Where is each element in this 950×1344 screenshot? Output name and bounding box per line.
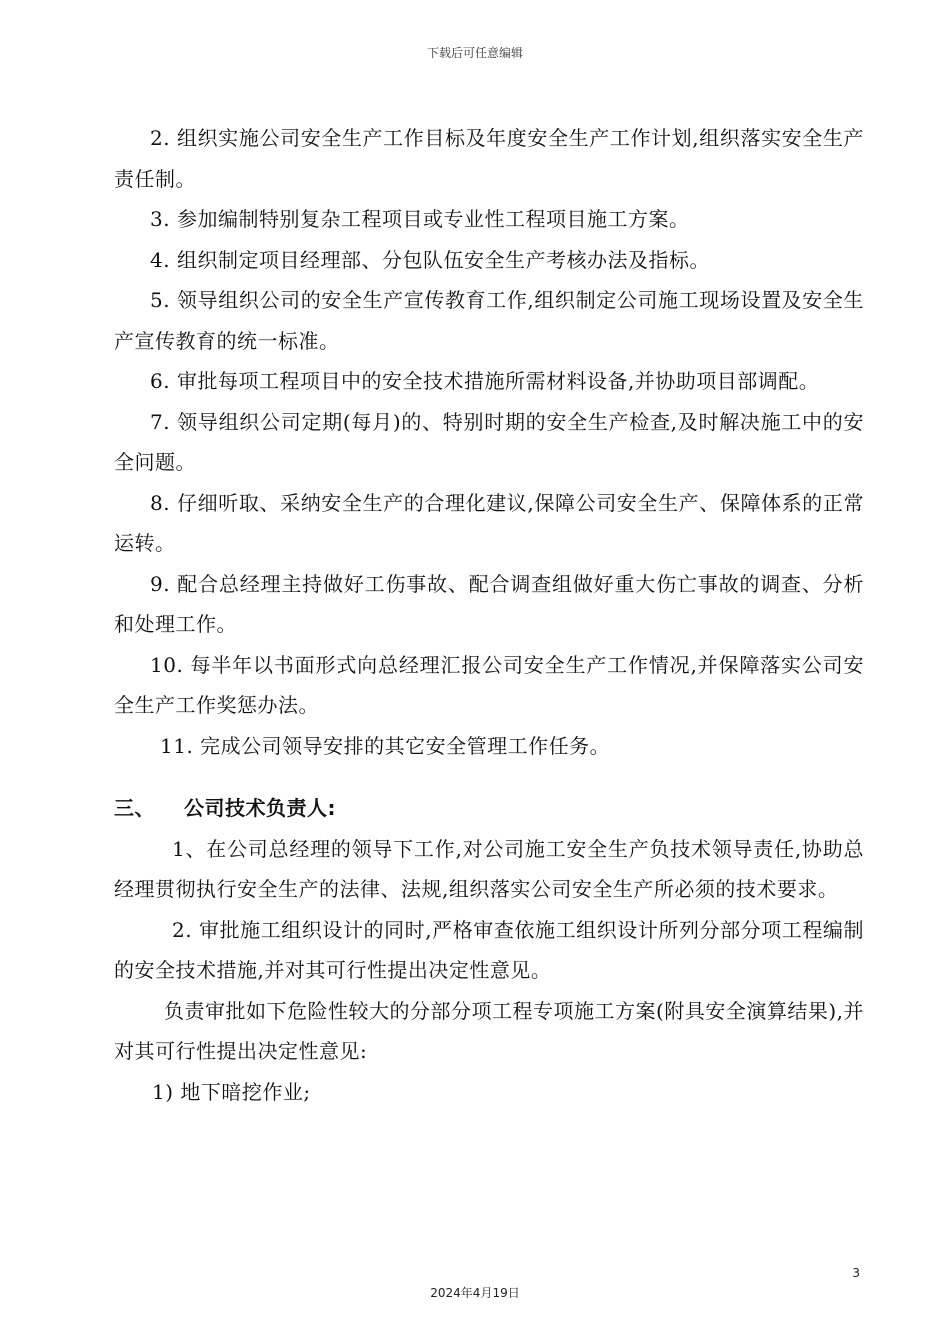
list-item-10: 10. 每半年以书面形式向总经理汇报公司安全生产工作情况,并保障落实公司安全生产工作奖惩办法。: [114, 652, 864, 717]
section-paragraph: 负责审批如下危险性较大的分部分项工程专项施工方案(附具安全演算结果),并对其可行性提出决定性意见:: [114, 998, 864, 1063]
list-item-8: 8. 仔细听取、采纳安全生产的合理化建议,保障公司安全生产、保障体系的正常运转。: [114, 490, 864, 555]
sub-item-1: 1) 地下暗挖作业;: [152, 1079, 311, 1104]
footer-date: 2024年4月19日: [430, 1286, 520, 1300]
section-item-1: 1、在公司总经理的领导下工作,对公司施工安全生产负技术领导责任,协助总经理贯彻执行安全生产的法律、法规,组织落实公司安全生产所必须的技术要求。: [114, 836, 864, 901]
list-item-5: 5. 领导组织公司的安全生产宣传教育工作,组织制定公司施工现场设置及安全生产宣传教育的统一标准。: [114, 288, 864, 353]
list-item-2: 2. 组织实施公司安全生产工作目标及年度安全生产工作计划,组织落实安全生产责任制。: [114, 126, 864, 191]
section-number: 三、: [114, 796, 155, 820]
list-item-6: 6. 审批每项工程项目中的安全技术措施所需材料设备,并协助项目部调配。: [150, 369, 820, 393]
document-body: [114, 118, 864, 1112]
list-item-3: 3. 参加编制特别复杂工程项目或专业性工程项目施工方案。: [150, 207, 690, 231]
page-header: 下载后可任意编辑: [426, 46, 523, 60]
list-item-11: 11. 完成公司领导安排的其它安全管理工作任务。: [160, 733, 611, 758]
section-title: 公司技术负责人:: [184, 796, 336, 820]
page-number: 3: [852, 1266, 860, 1280]
section-heading: [114, 788, 864, 829]
list-item-7: 7. 领导组织公司定期(每月)的、特别时期的安全生产检查,及时解决施工中的安全问题。: [114, 409, 864, 474]
list-item-4: 4. 组织制定项目经理部、分包队伍安全生产考核办法及指标。: [150, 247, 710, 272]
section-item-2: 2. 审批施工组织设计的同时,严格审查依施工组织设计所列分部分项工程编制的安全技术措施,并对其可行性提出决定性意见。: [114, 917, 864, 982]
list-item-9: 9. 配合总经理主持做好工伤事故、配合调查组做好重大伤亡事故的调查、分析和处理工作。: [114, 571, 864, 636]
